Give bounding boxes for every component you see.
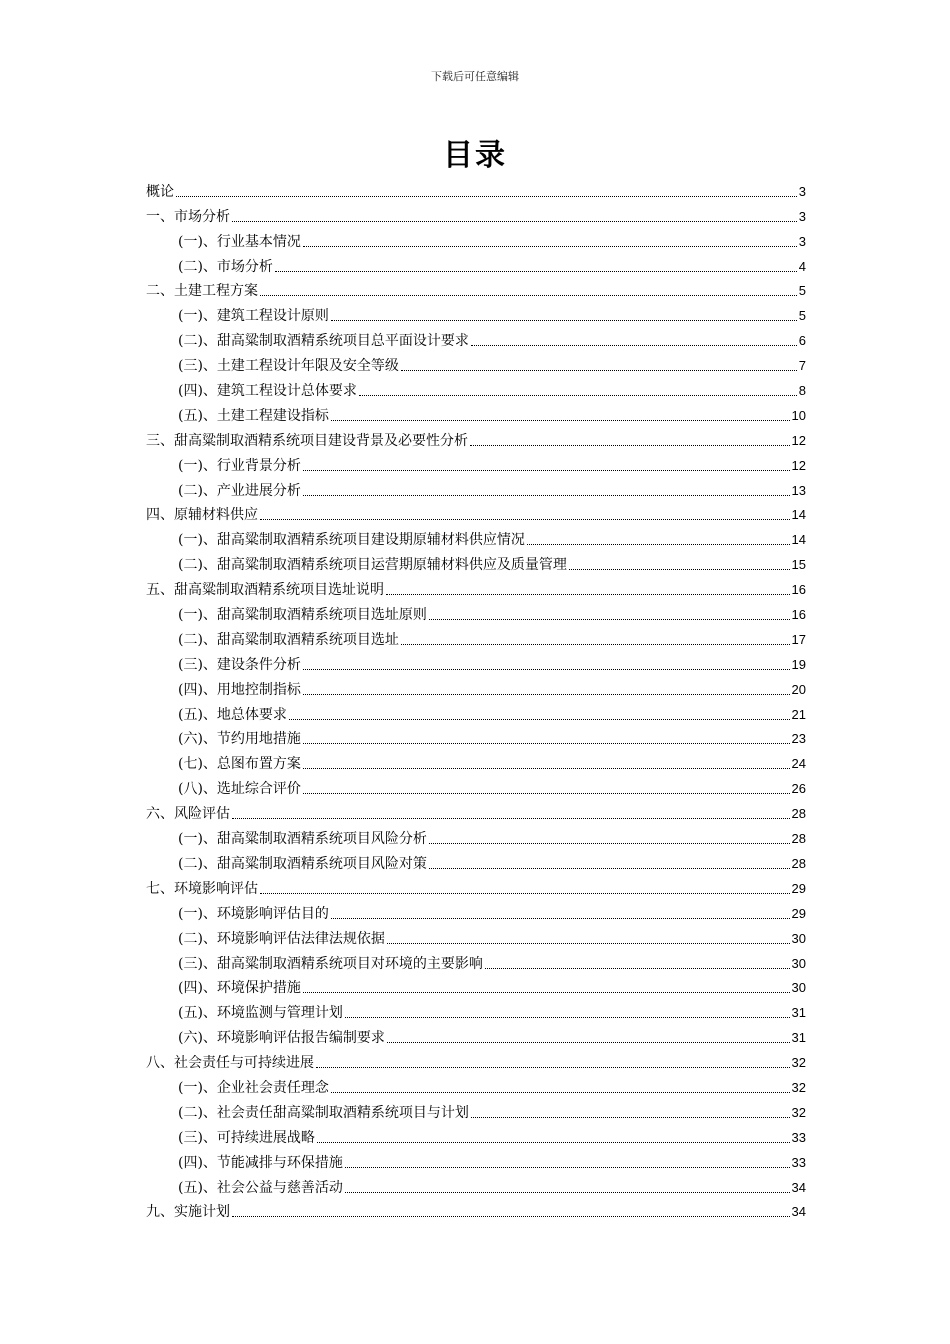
toc-leader-dots	[345, 1167, 790, 1168]
toc-leader-dots	[387, 943, 790, 944]
toc-entry[interactable]	[146, 798, 806, 823]
toc-entry-page-number: 31	[791, 1005, 806, 1021]
toc-entry-page-number: 16	[791, 607, 806, 623]
toc-leader-dots	[401, 644, 790, 645]
toc-entry-label: 七、环境影响评估	[146, 880, 258, 897]
toc-leader-dots	[303, 768, 790, 769]
toc-entry-label: (三)、土建工程设计年限及安全等级	[178, 358, 399, 375]
toc-entry-label: (一)、行业背景分析	[178, 457, 301, 474]
toc-leader-dots	[260, 295, 797, 296]
toc-entry-page-number: 28	[791, 855, 806, 871]
toc-subentry[interactable]	[146, 1122, 806, 1147]
toc-leader-dots	[331, 918, 790, 919]
toc-subentry[interactable]	[146, 699, 806, 724]
toc-subentry[interactable]	[146, 649, 806, 674]
toc-entry[interactable]	[146, 1047, 806, 1072]
toc-entry-page-number: 15	[791, 557, 806, 573]
toc-entry-page-number: 16	[791, 582, 806, 598]
toc-entry-page-number: 34	[791, 1204, 806, 1220]
toc-entry-label: (二)、甜高粱制取酒精系统项目运营期原辅材料供应及质量管理	[178, 557, 567, 574]
toc-subentry[interactable]	[146, 1147, 806, 1172]
toc-leader-dots	[429, 619, 790, 620]
toc-entry-label: 三、甜高粱制取酒精系统项目建设背景及必要性分析	[146, 432, 468, 449]
toc-subentry[interactable]	[146, 724, 806, 749]
toc-leader-dots	[316, 1067, 790, 1068]
toc-entry[interactable]	[146, 500, 806, 525]
toc-entry-label: (二)、甜高粱制取酒精系统项目选址	[178, 631, 399, 648]
toc-entry-page-number: 14	[791, 532, 806, 548]
toc-leader-dots	[317, 1142, 790, 1143]
toc-entry-label: 六、风险评估	[146, 806, 230, 823]
toc-entry-label: (一)、甜高粱制取酒精系统项目风险分析	[178, 831, 427, 848]
toc-entry-page-number: 3	[798, 233, 806, 249]
toc-entry-page-number: 26	[791, 781, 806, 797]
table-of-contents	[146, 176, 806, 1221]
toc-subentry[interactable]	[146, 848, 806, 873]
toc-subentry[interactable]	[146, 375, 806, 400]
toc-entry-page-number: 21	[791, 706, 806, 722]
toc-subentry[interactable]	[146, 973, 806, 998]
toc-entry-page-number: 5	[798, 283, 806, 299]
toc-entry-page-number: 32	[791, 1104, 806, 1120]
toc-entry-label: (一)、环境影响评估目的	[178, 905, 329, 922]
toc-leader-dots	[471, 1117, 790, 1118]
toc-entry-page-number: 33	[791, 1154, 806, 1170]
toc-subentry[interactable]	[146, 450, 806, 475]
toc-leader-dots	[260, 519, 790, 520]
toc-entry-label: (四)、建筑工程设计总体要求	[178, 383, 357, 400]
toc-entry-page-number: 29	[791, 880, 806, 896]
toc-entry-label: (一)、甜高粱制取酒精系统项目建设期原辅材料供应情况	[178, 532, 525, 549]
toc-entry-label: (一)、建筑工程设计原则	[178, 308, 329, 325]
toc-entry-label: (六)、环境影响评估报告编制要求	[178, 1030, 385, 1047]
toc-leader-dots	[303, 669, 790, 670]
toc-entry-page-number: 4	[798, 258, 806, 274]
toc-leader-dots	[232, 221, 797, 222]
toc-entry[interactable]	[146, 1197, 806, 1222]
toc-entry-page-number: 29	[791, 905, 806, 921]
toc-entry-label: (五)、土建工程建设指标	[178, 407, 329, 424]
toc-entry-page-number: 5	[798, 308, 806, 324]
toc-entry-label: (七)、总图布置方案	[178, 756, 301, 773]
toc-entry-page-number: 30	[791, 930, 806, 946]
toc-entry-label: (四)、环境保护措施	[178, 980, 301, 997]
toc-leader-dots	[470, 445, 790, 446]
toc-entry-page-number: 28	[791, 806, 806, 822]
toc-entry-page-number: 19	[791, 656, 806, 672]
toc-subentry[interactable]	[146, 624, 806, 649]
toc-leader-dots	[303, 470, 790, 471]
toc-entry-label: (二)、产业进展分析	[178, 482, 301, 499]
toc-entry-label: 八、社会责任与可持续进展	[146, 1055, 314, 1072]
toc-subentry[interactable]	[146, 748, 806, 773]
toc-subentry[interactable]	[146, 1172, 806, 1197]
toc-leader-dots	[303, 495, 790, 496]
toc-entry-label: (五)、社会公益与慈善活动	[178, 1179, 343, 1196]
toc-subentry[interactable]	[146, 674, 806, 699]
toc-entry-label: (六)、节约用地措施	[178, 731, 301, 748]
toc-entry-page-number: 20	[791, 681, 806, 697]
toc-entry-page-number: 3	[798, 183, 806, 199]
toc-leader-dots	[232, 818, 790, 819]
toc-entry-page-number: 10	[791, 407, 806, 423]
toc-leader-dots	[429, 843, 790, 844]
toc-subentry[interactable]	[146, 599, 806, 624]
toc-leader-dots	[303, 743, 790, 744]
toc-entry[interactable]	[146, 276, 806, 301]
toc-entry-page-number: 24	[791, 756, 806, 772]
toc-entry-label: (二)、甜高粱制取酒精系统项目风险对策	[178, 855, 427, 872]
toc-leader-dots	[331, 320, 797, 321]
toc-subentry[interactable]	[146, 475, 806, 500]
toc-leader-dots	[401, 370, 797, 371]
toc-subentry[interactable]	[146, 898, 806, 923]
toc-entry-page-number: 23	[791, 731, 806, 747]
page-title: 目录	[443, 138, 507, 173]
toc-leader-dots	[471, 345, 797, 346]
toc-subentry[interactable]	[146, 524, 806, 549]
toc-subentry[interactable]	[146, 923, 806, 948]
toc-entry-label: 四、原辅材料供应	[146, 507, 258, 524]
toc-entry-page-number: 30	[791, 955, 806, 971]
toc-leader-dots	[429, 868, 790, 869]
toc-leader-dots	[359, 395, 797, 396]
toc-entry-label: (五)、地总体要求	[178, 706, 287, 723]
toc-entry-page-number: 28	[791, 831, 806, 847]
toc-entry-label: (一)、企业社会责任理念	[178, 1079, 329, 1096]
toc-subentry[interactable]	[146, 1072, 806, 1097]
toc-entry-label: (一)、甜高粱制取酒精系统项目选址原则	[178, 607, 427, 624]
toc-entry-label: (二)、社会责任甜高粱制取酒精系统项目与计划	[178, 1104, 469, 1121]
toc-subentry[interactable]	[146, 300, 806, 325]
toc-subentry[interactable]	[146, 948, 806, 973]
toc-entry-page-number: 34	[791, 1179, 806, 1195]
toc-subentry[interactable]	[146, 251, 806, 276]
toc-entry-label: (二)、环境影响评估法律法规依据	[178, 930, 385, 947]
toc-entry-page-number: 8	[798, 383, 806, 399]
toc-leader-dots	[176, 196, 797, 197]
toc-entry-page-number: 6	[798, 333, 806, 349]
toc-entry-label: 九、实施计划	[146, 1204, 230, 1221]
toc-entry-label: 二、土建工程方案	[146, 283, 258, 300]
toc-entry-page-number: 12	[791, 457, 806, 473]
toc-entry-label: 概论	[146, 183, 174, 200]
toc-leader-dots	[303, 246, 797, 247]
toc-leader-dots	[569, 569, 790, 570]
toc-entry-label: (三)、甜高粱制取酒精系统项目对环境的主要影响	[178, 955, 483, 972]
toc-subentry[interactable]	[146, 350, 806, 375]
toc-entry[interactable]	[146, 201, 806, 226]
toc-leader-dots	[331, 420, 790, 421]
toc-entry-page-number: 33	[791, 1129, 806, 1145]
toc-leader-dots	[232, 1216, 790, 1217]
toc-entry-label: (八)、选址综合评价	[178, 781, 301, 798]
toc-subentry[interactable]	[146, 1097, 806, 1122]
toc-entry-page-number: 31	[791, 1030, 806, 1046]
toc-entry-page-number: 13	[791, 482, 806, 498]
toc-leader-dots	[485, 968, 790, 969]
toc-entry-page-number: 3	[798, 208, 806, 224]
toc-subentry[interactable]	[146, 823, 806, 848]
toc-subentry[interactable]	[146, 773, 806, 798]
toc-subentry[interactable]	[146, 549, 806, 574]
toc-subentry[interactable]	[146, 1022, 806, 1047]
toc-leader-dots	[303, 793, 790, 794]
toc-subentry[interactable]	[146, 400, 806, 425]
toc-leader-dots	[345, 1192, 790, 1193]
toc-entry-label: (五)、环境监测与管理计划	[178, 1005, 343, 1022]
toc-entry[interactable]	[146, 873, 806, 898]
toc-entry-label: (三)、建设条件分析	[178, 656, 301, 673]
toc-leader-dots	[345, 1017, 790, 1018]
toc-entry[interactable]	[146, 425, 806, 450]
toc-entry-page-number: 30	[791, 980, 806, 996]
toc-entry[interactable]	[146, 176, 806, 201]
toc-entry-label: (一)、行业基本情况	[178, 233, 301, 250]
toc-subentry[interactable]	[146, 226, 806, 251]
toc-leader-dots	[260, 893, 790, 894]
toc-entry-page-number: 7	[798, 358, 806, 374]
toc-leader-dots	[387, 1042, 790, 1043]
toc-leader-dots	[303, 992, 790, 993]
toc-entry-label: (四)、用地控制指标	[178, 681, 301, 698]
toc-entry-label: 五、甜高粱制取酒精系统项目选址说明	[146, 582, 384, 599]
toc-leader-dots	[275, 271, 797, 272]
toc-entry-page-number: 32	[791, 1079, 806, 1095]
toc-subentry[interactable]	[146, 325, 806, 350]
toc-entry-label: 一、市场分析	[146, 208, 230, 225]
toc-entry-page-number: 17	[791, 631, 806, 647]
toc-leader-dots	[303, 694, 790, 695]
toc-entry-label: (二)、市场分析	[178, 258, 273, 275]
toc-entry[interactable]	[146, 574, 806, 599]
header-note: 下载后可任意编辑	[431, 70, 519, 83]
toc-leader-dots	[331, 1092, 790, 1093]
toc-entry-label: (二)、甜高粱制取酒精系统项目总平面设计要求	[178, 333, 469, 350]
toc-leader-dots	[527, 544, 790, 545]
toc-leader-dots	[386, 594, 790, 595]
toc-subentry[interactable]	[146, 997, 806, 1022]
toc-entry-page-number: 32	[791, 1055, 806, 1071]
toc-leader-dots	[289, 719, 790, 720]
toc-entry-label: (四)、节能减排与环保措施	[178, 1154, 343, 1171]
toc-entry-label: (三)、可持续进展战略	[178, 1129, 315, 1146]
toc-entry-page-number: 14	[791, 507, 806, 523]
toc-entry-page-number: 12	[791, 432, 806, 448]
